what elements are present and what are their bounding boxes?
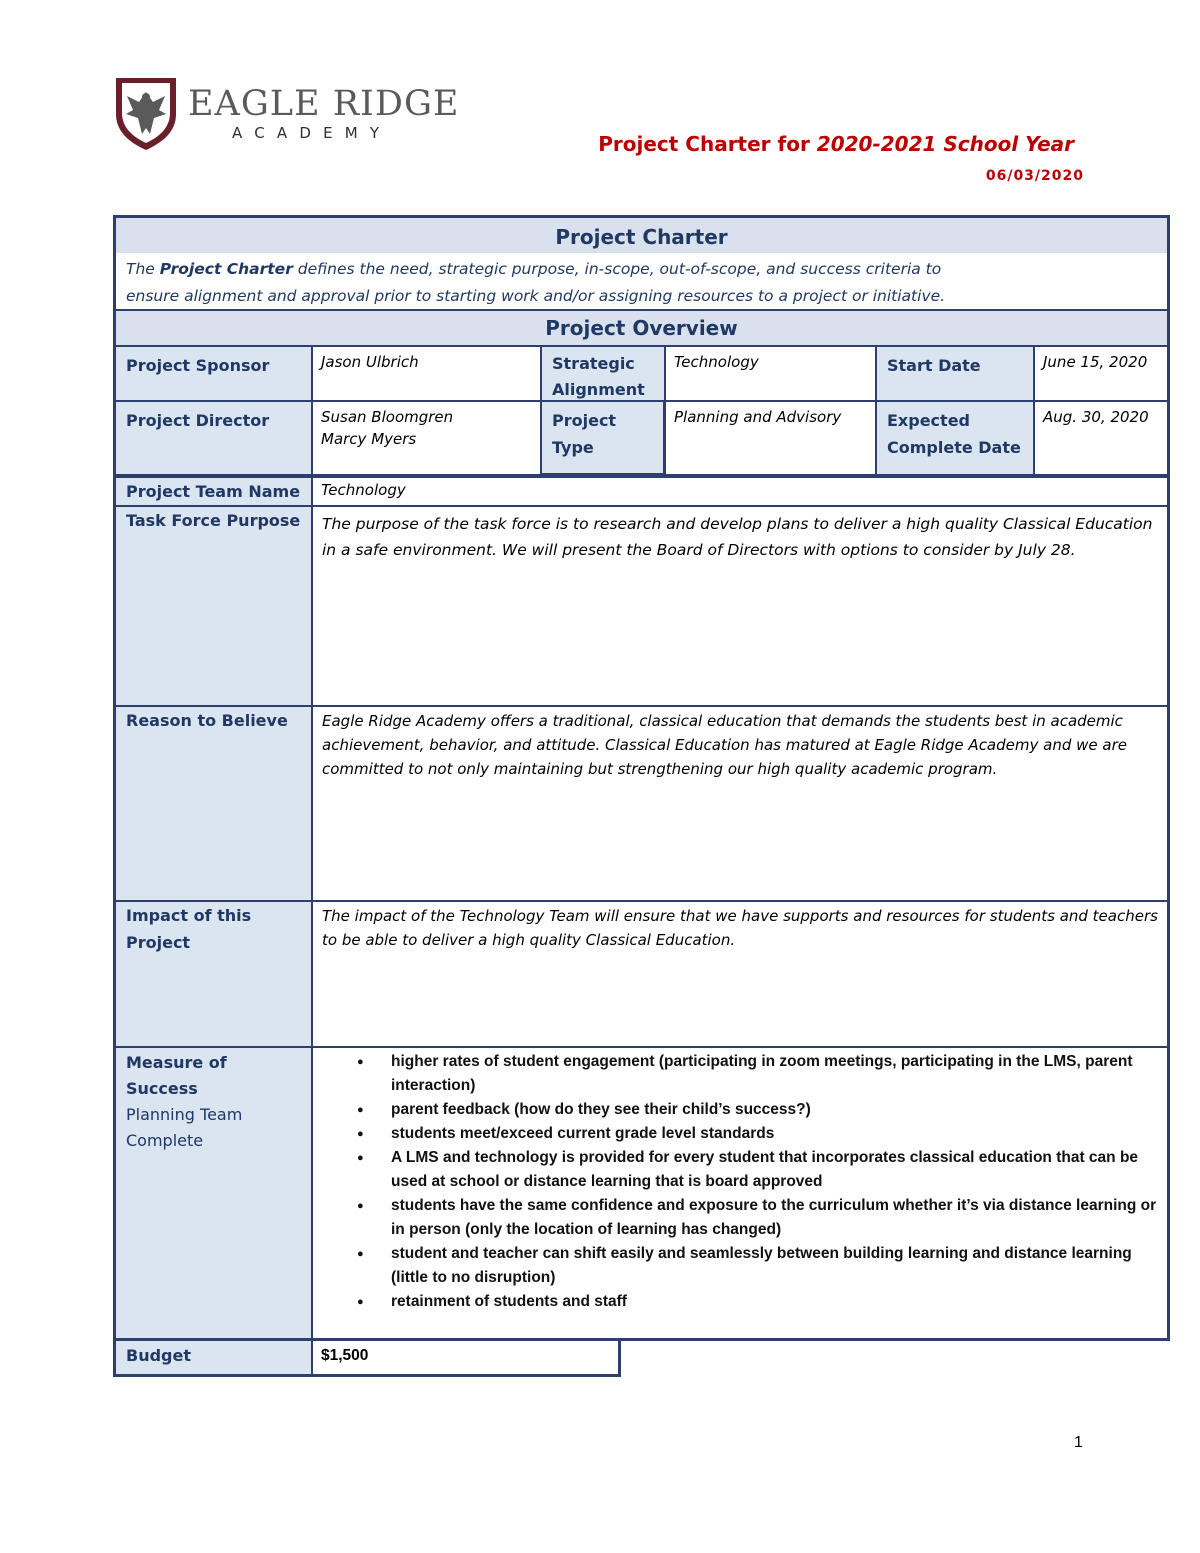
- success-sublabel: Planning Team Complete: [126, 1105, 243, 1150]
- charter-heading: Project Charter: [113, 215, 1170, 255]
- director-name-2: Marcy Myers: [321, 430, 417, 448]
- overview-heading: Project Overview: [113, 309, 1170, 347]
- eagle-crest-icon: [113, 72, 179, 152]
- reason-value: Eagle Ridge Academy offers a traditional, classical education that demands the students best in academic achievement, behavior, and attitude. Classical Education has matured at Eagle Ridge Academy and we are committed to not only maintaining but strengthening our high quality academic program.: [311, 705, 1170, 902]
- alignment-label: Strategic Alignment: [540, 345, 666, 402]
- document-date: 06/03/2020: [985, 168, 1084, 184]
- success-item: ● students have the same confidence and exposure to the curriculum whether it’s via distance learning or in person (only the location of learning has changed): [391, 1194, 1159, 1242]
- success-label: Measure of Success: [126, 1053, 227, 1098]
- budget-value: $1,500: [321, 1347, 369, 1364]
- page-number: 1: [1074, 1434, 1083, 1451]
- purpose-label: Task Force Purpose: [113, 505, 313, 707]
- sponsor-value: Jason Ulbrich: [311, 345, 542, 402]
- director-value: [311, 400, 542, 476]
- project-type-label: Project Type: [540, 400, 666, 476]
- success-item: ● student and teacher can shift easily and seamlessly between building learning and distance learning (little to no disruption): [391, 1242, 1159, 1290]
- reason-label: Reason to Believe: [113, 705, 313, 902]
- logo-subtitle: ACADEMY: [232, 124, 392, 142]
- success-label-cell: [113, 1046, 313, 1341]
- success-list: [313, 1050, 1159, 1314]
- success-item: ● parent feedback (how do they see their child’s success?): [391, 1098, 1159, 1122]
- document-title: Project Charter for 2020-2021 School Year: [598, 132, 1074, 156]
- complete-date-value: Aug. 30, 2020: [1033, 400, 1170, 476]
- logo-name: EAGLE RIDGE: [188, 84, 460, 124]
- charter-description: The Project Charter defines the need, strategic purpose, in-scope, out-of-scope, and success criteria to ensure alignment and approval prior to starting work and/or assigning resources to a project or initiative.: [113, 253, 1170, 311]
- impact-label: Impact of this Project: [113, 900, 313, 1048]
- team-name-value: Technology: [311, 476, 1170, 507]
- impact-value: The impact of the Technology Team will ensure that we have supports and resources for students and teachers to be able to deliver a high quality Classical Education.: [311, 900, 1170, 1048]
- alignment-value: Technology: [664, 345, 877, 402]
- director-name-1: Susan Bloomgren: [321, 408, 454, 426]
- start-date-label: Start Date: [875, 345, 1035, 402]
- director-label: Project Director: [113, 400, 313, 476]
- purpose-value: The purpose of the task force is to research and develop plans to deliver a high quality Classical Education in a safe environment. We will present the Board of Directors with options to consider by July 28.: [311, 505, 1170, 707]
- success-list-cell: [311, 1046, 1170, 1341]
- budget-label: Budget: [113, 1339, 313, 1377]
- success-item: ● A LMS and technology is provided for every student that incorporates classical education that can be used at school or distance learning that is board approved: [391, 1146, 1159, 1194]
- academy-logo: [113, 72, 460, 152]
- project-type-value: Planning and Advisory: [664, 400, 877, 476]
- success-item: ● higher rates of student engagement (participating in zoom meetings, participating in the LMS, parent interaction): [391, 1050, 1159, 1098]
- team-name-label: Project Team Name: [113, 476, 313, 507]
- budget-value-cell: [311, 1339, 621, 1377]
- success-item: ● students meet/exceed current grade level standards: [391, 1122, 1159, 1146]
- complete-date-label: Expected Complete Date: [875, 400, 1035, 476]
- success-item: ● retainment of students and staff: [391, 1290, 1159, 1314]
- start-date-value: June 15, 2020: [1033, 345, 1170, 402]
- sponsor-label: Project Sponsor: [113, 345, 313, 402]
